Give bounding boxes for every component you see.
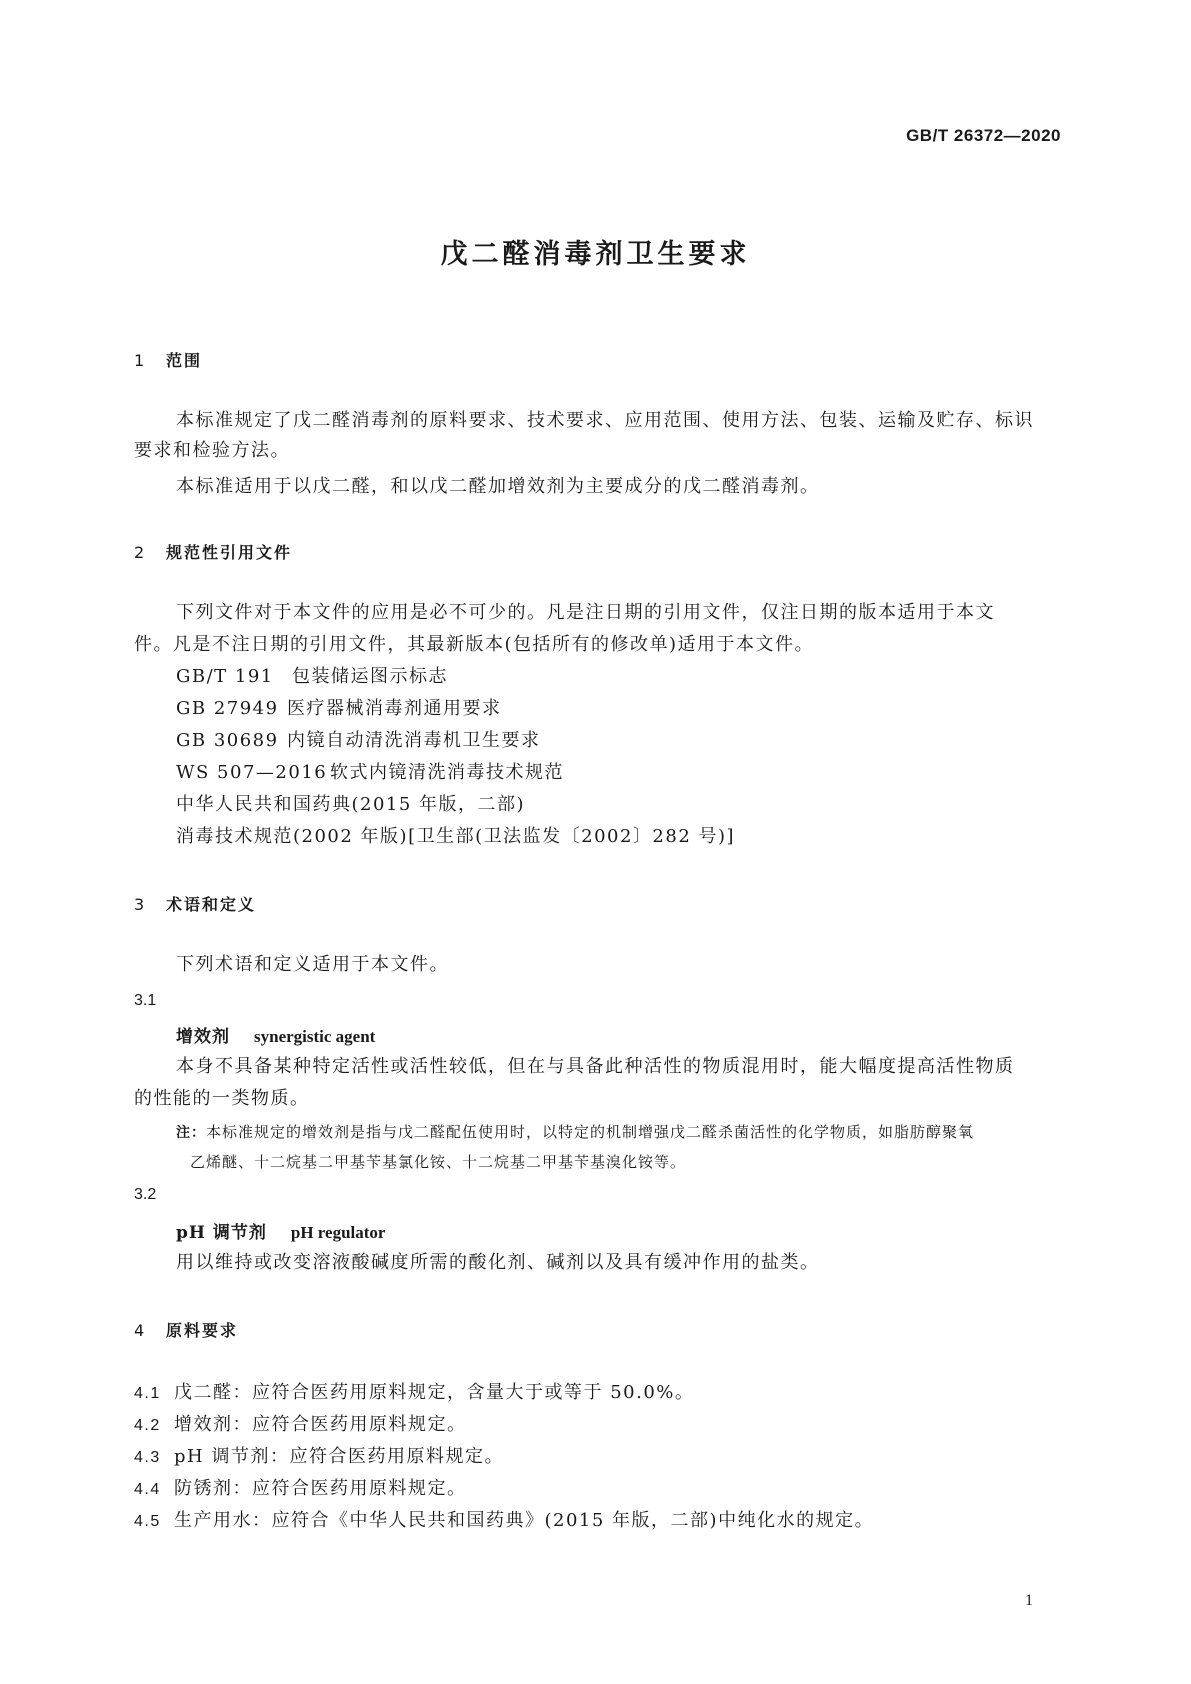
reference-code: GB 27949 [176,698,279,719]
item-number: 4.3 [134,1449,161,1466]
section-1-heading [134,348,202,371]
section-title: 术语和定义 [166,895,257,914]
reference-item: 消毒技术规范(2002 年版)[卫生部(卫法监发〔2002〕282 号)] [176,826,736,847]
section-2-paragraph-line-2: 件。凡是不注日期的引用文件，其最新版本(包括所有的修改单)适用于本文件。 [134,634,815,655]
requirement-item [134,1506,874,1537]
reference-item [176,694,502,724]
section-number: 3 [134,895,147,914]
section-1-paragraph-2: 本标准适用于以戊二醛，和以戊二醛加增效剂为主要成分的戊二醛消毒剂。 [176,476,820,497]
section-2-heading [134,540,292,563]
reference-item: 中华人民共和国药典(2015 年版，二部) [176,794,526,815]
item-number: 4.5 [134,1513,161,1530]
term-number: 3.2 [134,1186,157,1203]
item-text: 防锈剂：应符合医药用原料规定。 [174,1478,467,1499]
section-title: 规范性引用文件 [166,543,293,562]
section-3-heading [134,892,256,915]
section-number: 1 [134,351,147,370]
item-text: 生产用水：应符合《中华人民共和国药典》(2015 年版，二部)中纯化水的规定。 [174,1510,875,1531]
section-1-paragraph-1-line-2: 要求和检验方法。 [134,440,290,461]
requirement-item [134,1474,467,1505]
reference-item [176,726,541,756]
term-en: pH regulator [290,1223,386,1242]
term-number: 3.1 [134,992,157,1009]
reference-code: GB/T 191 [176,666,274,687]
section-title: 范围 [166,351,203,370]
document-title: 戊二醛消毒剂卫生要求 [440,239,751,270]
reference-item [176,758,564,788]
item-text: 增效剂：应符合医药用原料规定。 [174,1414,467,1435]
section-4-heading [134,1318,238,1341]
note-text: 本标准规定的增效剂是指与戊二醛配伍使用时，以特定的机制增强戊二醛杀菌活性的化学物质，如脂肪醇聚氧 [206,1123,975,1141]
standard-code: GB/T 26372—2020 [906,126,1061,145]
term-heading [176,1218,385,1243]
page-number: 1 [1025,1592,1033,1609]
requirement-item [134,1410,467,1441]
reference-title: 软式内镜清洗消毒技术规范 [330,762,564,783]
term-heading [176,1022,375,1047]
requirement-item [134,1378,694,1409]
term-zh: pH 调节剂 [176,1223,267,1243]
section-3-intro: 下列术语和定义适用于本文件。 [176,954,449,975]
reference-code: WS 507—2016 [176,762,328,783]
reference-title: 医疗器械消毒剂通用要求 [287,698,502,719]
section-number: 4 [134,1321,147,1340]
section-title: 原料要求 [166,1321,239,1340]
section-1-paragraph-1-line-1: 本标准规定了戊二醛消毒剂的原料要求、技术要求、应用范围、使用方法、包装、运输及贮存、标识 [176,410,1034,431]
term-note-line-1 [176,1118,974,1147]
reference-title: 包装储运图示标志 [292,666,448,687]
term-note-line-2: 乙烯醚、十二烷基二甲基苄基氯化铵、十二烷基二甲基苄基溴化铵等。 [190,1153,687,1171]
term-en: synergistic agent [254,1027,376,1046]
item-number: 4.2 [134,1417,161,1434]
term-definition-line-2: 的性能的一类物质。 [134,1088,310,1109]
item-number: 4.4 [134,1481,161,1498]
section-2-paragraph-line-1: 下列文件对于本文件的应用是必不可少的。凡是注日期的引用文件，仅注日期的版本适用于本文 [176,602,995,623]
term-definition: 用以维持或改变溶液酸碱度所需的酸化剂、碱剂以及具有缓冲作用的盐类。 [176,1252,820,1273]
reference-item [176,662,448,692]
note-label: 注： [176,1125,206,1141]
term-definition-line-1: 本身不具备某种特定活性或活性较低，但在与具备此种活性的物质混用时，能大幅度提高活性物质 [176,1056,1015,1077]
item-text: pH 调节剂：应符合医药用原料规定。 [174,1446,504,1467]
reference-title: 内镜自动清洗消毒机卫生要求 [287,730,541,751]
item-text: 戊二醛：应符合医药用原料规定，含量大于或等于 50.0%。 [174,1382,695,1403]
section-number: 2 [134,543,147,562]
requirement-item [134,1442,504,1473]
reference-code: GB 30689 [176,730,279,751]
term-zh: 增效剂 [176,1027,230,1047]
item-number: 4.1 [134,1385,161,1402]
